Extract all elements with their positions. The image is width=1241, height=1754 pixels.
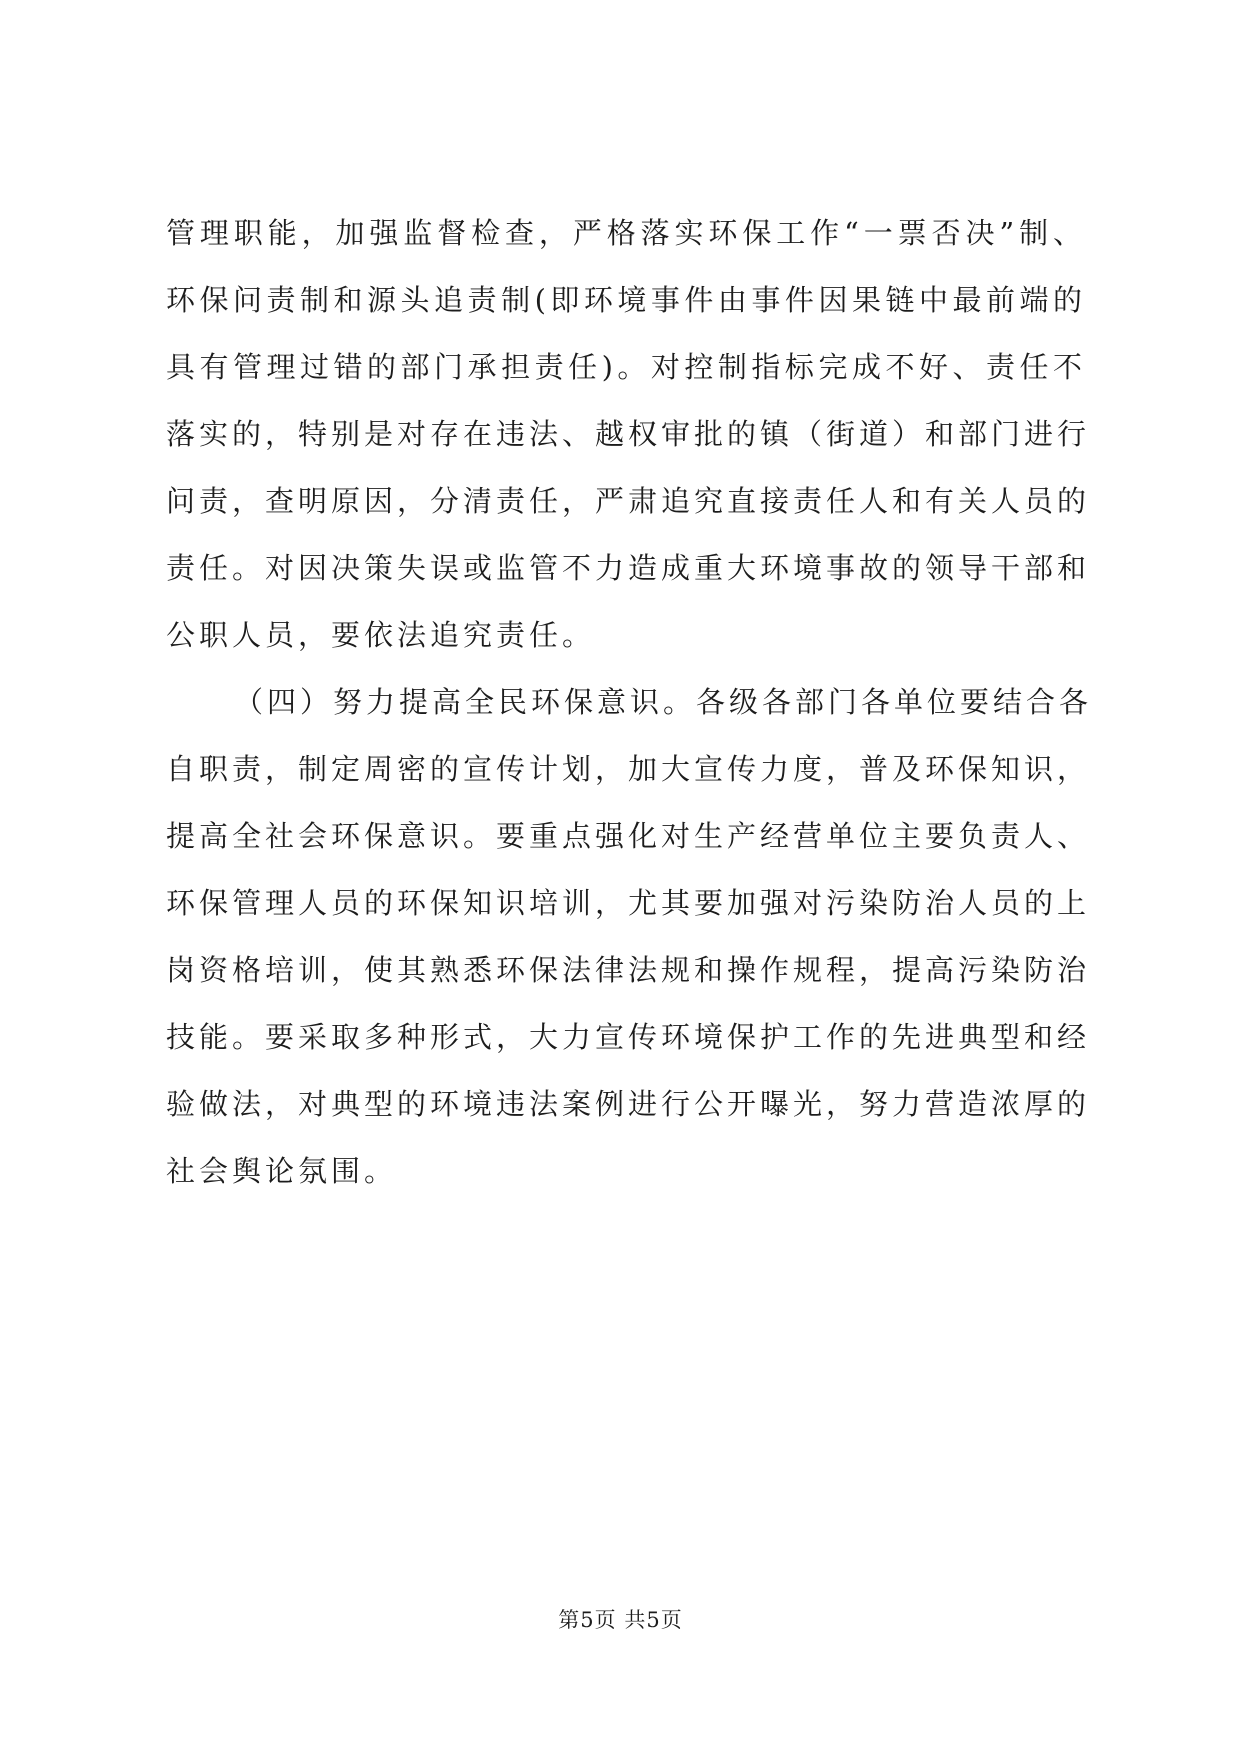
text-line: 验做法，对典型的环境违法案例进行公开曝光，努力营造浓厚的	[166, 1087, 1091, 1121]
text-line: 公职人员，要依法追究责任。	[166, 618, 596, 652]
text-line: 问责，查明原因，分清责任，严肃追究直接责任人和有关人员的	[166, 484, 1091, 518]
text-line: 岗资格培训，使其熟悉环保法律法规和操作规程，提高污染防治	[166, 953, 1091, 987]
text-line: 自职责，制定周密的宣传计划，加大宣传力度，普及环保知识，	[166, 752, 1091, 786]
page-footer: 第5页 共5页	[558, 1608, 683, 1632]
text-line: 提高全社会环保意识。要重点强化对生产经营单位主要负责人、	[166, 819, 1091, 853]
body-text	[166, 200, 1093, 1205]
paragraph-start-line: （四）努力提高全民环保意识。各级各部门各单位要结合各	[234, 685, 1093, 719]
text-line: 落实的，特别是对存在违法、越权审批的镇（街道）和部门进行	[166, 417, 1091, 451]
text-line: 具有管理过错的部门承担责任)。对控制指标完成不好、责任不	[166, 350, 1086, 384]
text-line: 责任。对因决策失误或监管不力造成重大环境事故的领导干部和	[166, 551, 1091, 585]
text-line: 管理职能，加强监督检查，严格落实环保工作“一票否决”制、	[166, 216, 1086, 250]
text-line: 技能。要采取多种形式，大力宣传环境保护工作的先进典型和经	[166, 1020, 1091, 1054]
text-line: 环保管理人员的环保知识培训，尤其要加强对污染防治人员的上	[166, 886, 1091, 920]
text-line: 社会舆论氛围。	[166, 1154, 398, 1188]
text-line: 环保问责制和源头追责制(即环境事件由事件因果链中最前端的	[166, 283, 1086, 317]
